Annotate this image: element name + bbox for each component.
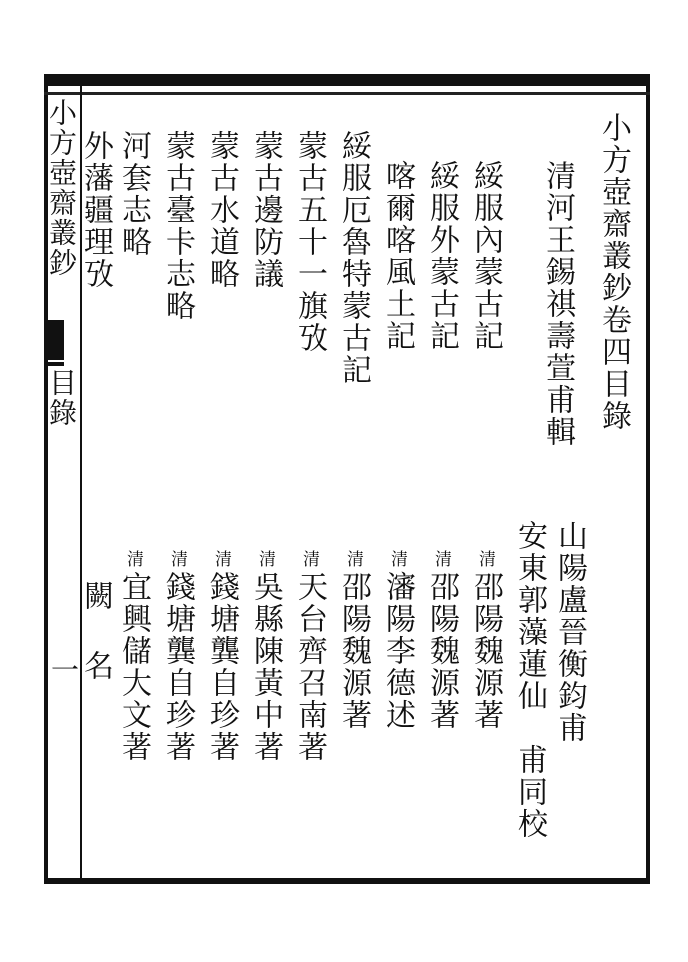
entry-title-8: 蒙古臺卡志略 bbox=[160, 130, 195, 322]
author-name: 吳縣陳黃中著 bbox=[248, 571, 283, 763]
author-name: 天台齊召南著 bbox=[292, 571, 327, 763]
author-name: 瀋陽李德述 bbox=[380, 571, 415, 731]
dynasty-tag: 清 bbox=[123, 550, 143, 567]
entry-author-2 bbox=[424, 550, 458, 731]
entry-author-7 bbox=[204, 550, 238, 763]
author-name: 邵陽魏源著 bbox=[424, 571, 459, 731]
entry-author-10: 闕名 bbox=[78, 580, 113, 720]
dynasty-tag: 清 bbox=[431, 550, 451, 567]
author-name: 邵陽魏源著 bbox=[336, 571, 371, 731]
entry-title-2: 綏服外蒙古記 bbox=[424, 160, 459, 352]
entry-author-4 bbox=[336, 550, 370, 731]
entry-title-6: 蒙古邊防議 bbox=[248, 130, 283, 290]
entry-title-5: 蒙古五十一旗攷 bbox=[292, 130, 327, 354]
editor-name: 安東郭藻蓮仙 bbox=[512, 520, 547, 712]
entry-author-3 bbox=[380, 550, 414, 731]
dynasty-tag: 清 bbox=[475, 550, 495, 567]
compiler-credit: 清河王錫祺壽萱甫輯 bbox=[540, 160, 575, 448]
dynasty-tag: 清 bbox=[387, 550, 407, 567]
editor-role: 甫同校 bbox=[512, 744, 547, 840]
entry-author-5 bbox=[292, 550, 326, 763]
gutter-book-title: 小方壺齋叢鈔 bbox=[45, 98, 78, 278]
entry-author-6 bbox=[248, 550, 282, 763]
page-title: 小方壺齋叢鈔卷四目錄 bbox=[596, 112, 631, 432]
author-name: 錢塘龔自珍著 bbox=[160, 571, 195, 763]
entry-title-4: 綏服厄魯特蒙古記 bbox=[336, 130, 371, 386]
gutter-page-number: 一 bbox=[47, 655, 80, 685]
author-name: 宜興儲大文著 bbox=[116, 571, 151, 763]
dynasty-tag: 清 bbox=[299, 550, 319, 567]
entry-author-1 bbox=[468, 550, 502, 731]
gutter-section: 目錄 bbox=[45, 368, 78, 428]
author-name: 錢塘龔自珍著 bbox=[204, 571, 239, 763]
fishtail-rule bbox=[46, 362, 64, 366]
dynasty-tag: 清 bbox=[255, 550, 275, 567]
editor-credit-1: 山陽盧晉衡鈞甫 bbox=[552, 520, 587, 744]
entry-author-8 bbox=[160, 550, 194, 763]
editor-credit-2 bbox=[512, 520, 546, 840]
entry-title-10: 外藩疆理攷 bbox=[78, 130, 113, 290]
inner-border-rule bbox=[44, 92, 650, 95]
author-name: 邵陽魏源著 bbox=[468, 571, 503, 731]
fishtail-mark bbox=[46, 320, 64, 360]
entry-title-3: 喀爾喀風土記 bbox=[380, 160, 415, 352]
entry-title-7: 蒙古水道略 bbox=[204, 130, 239, 290]
entry-author-9 bbox=[116, 550, 150, 763]
entry-title-1: 綏服內蒙古記 bbox=[468, 160, 503, 352]
entry-title-9: 河套志略 bbox=[116, 130, 151, 258]
dynasty-tag: 清 bbox=[343, 550, 363, 567]
dynasty-tag: 清 bbox=[211, 550, 231, 567]
dynasty-tag: 清 bbox=[167, 550, 187, 567]
